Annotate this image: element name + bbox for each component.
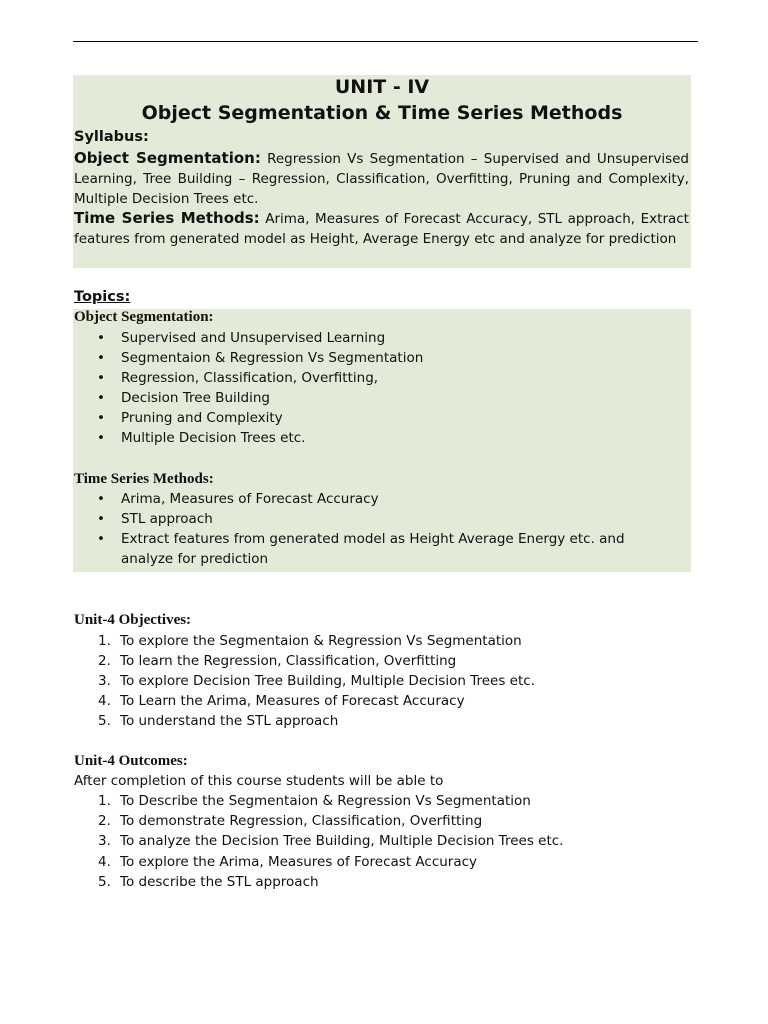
header-rule bbox=[73, 41, 698, 42]
list-item-text: To explore the Segmentaion & Regression Vs Segmentation bbox=[120, 633, 522, 649]
list-item-number: 2. bbox=[98, 813, 111, 829]
objectives-label: Unit-4 Objectives: bbox=[74, 612, 192, 628]
syllabus-time-series-lead: Time Series Methods: bbox=[74, 209, 260, 227]
list-item-text: Segmentaion & Regression Vs Segmentation bbox=[121, 350, 424, 366]
list-item-text: To learn the Regression, Classification, Overfitting bbox=[120, 653, 457, 669]
bullet-icon: • bbox=[97, 350, 105, 366]
list-item-text: Extract features from generated model as Height Average Energy etc. and analyze for prediction bbox=[121, 531, 625, 568]
list-item-text: STL approach bbox=[121, 511, 213, 527]
topics-time-series-label: Time Series Methods: bbox=[74, 471, 214, 487]
syllabus-object-segmentation-lead: Object Segmentation: bbox=[74, 149, 261, 167]
list-item-number: 1. bbox=[98, 633, 111, 649]
syllabus-label: Syllabus: bbox=[74, 129, 149, 145]
list-item-text: Regression, Classification, Overfitting, bbox=[121, 370, 379, 386]
list-item bbox=[98, 791, 531, 811]
bullet-icon: • bbox=[97, 370, 105, 386]
syllabus-object-segmentation-text: Regression Vs Segmentation – Supervised and Unsupervised Learning, Tree Building – Regression, Classification, Overfitting, Pruning and Complexity, Multiple Decision Trees etc. bbox=[74, 151, 689, 208]
list-item-number: 4. bbox=[98, 693, 111, 709]
outcomes-label: Unit-4 Outcomes: bbox=[74, 753, 188, 769]
list-item-text: To Describe the Segmentaion & Regression Vs Segmentation bbox=[120, 793, 531, 809]
list-item-number: 3. bbox=[98, 833, 111, 849]
list-item-number: 4. bbox=[98, 854, 111, 870]
list-item-number: 3. bbox=[98, 673, 111, 689]
list-item-number: 5. bbox=[98, 713, 111, 729]
list-item bbox=[98, 852, 477, 872]
syllabus-time-series-text: Arima, Measures of Forecast Accuracy, STL approach, Extract features from generated model as Height, Average Energy etc and analyze for prediction bbox=[74, 211, 689, 248]
list-item-text: To demonstrate Regression, Classification, Overfitting bbox=[120, 813, 483, 829]
outcomes-intro: After completion of this course students will be able to bbox=[74, 773, 444, 789]
bullet-icon: • bbox=[97, 390, 105, 406]
bullet-icon: • bbox=[97, 410, 105, 426]
unit-subtitle: Object Segmentation & Time Series Methods bbox=[141, 102, 623, 124]
list-item-text: To analyze the Decision Tree Building, Multiple Decision Trees etc. bbox=[120, 833, 564, 849]
list-item-text: Pruning and Complexity bbox=[121, 410, 283, 426]
bullet-icon: • bbox=[97, 491, 105, 507]
list-item-number: 2. bbox=[98, 653, 111, 669]
list-item bbox=[98, 831, 563, 851]
list-item-text: To Learn the Arima, Measures of Forecast Accuracy bbox=[120, 693, 465, 709]
bullet-icon: • bbox=[97, 430, 105, 446]
list-item bbox=[98, 872, 319, 892]
list-item bbox=[98, 631, 522, 651]
list-item-text: Multiple Decision Trees etc. bbox=[121, 430, 306, 446]
bullet-icon: • bbox=[97, 330, 105, 346]
list-item-text: Arima, Measures of Forecast Accuracy bbox=[121, 491, 379, 507]
list-item-number: 5. bbox=[98, 874, 111, 890]
bullet-icon: • bbox=[97, 511, 105, 527]
list-item-text: To explore the Arima, Measures of Forecast Accuracy bbox=[120, 854, 478, 870]
syllabus-time-series bbox=[74, 208, 689, 249]
bullet-icon: • bbox=[97, 531, 105, 547]
topics-object-segmentation-label: Object Segmentation: bbox=[74, 309, 214, 325]
syllabus-object-segmentation bbox=[74, 148, 689, 210]
list-item bbox=[98, 651, 456, 671]
list-item-text: To describe the STL approach bbox=[120, 874, 319, 890]
list-item-text: To explore Decision Tree Building, Multiple Decision Trees etc. bbox=[120, 673, 535, 689]
list-item-text: To understand the STL approach bbox=[120, 713, 339, 729]
list-item bbox=[98, 811, 482, 831]
topics-label: Topics: bbox=[74, 289, 131, 305]
list-item bbox=[98, 711, 338, 731]
unit-title: UNIT - IV bbox=[334, 76, 430, 98]
list-item bbox=[98, 671, 535, 691]
list-item bbox=[98, 691, 465, 711]
list-item-number: 1. bbox=[98, 793, 111, 809]
list-item-text: Supervised and Unsupervised Learning bbox=[121, 330, 386, 346]
list-item-text: Decision Tree Building bbox=[121, 390, 270, 406]
